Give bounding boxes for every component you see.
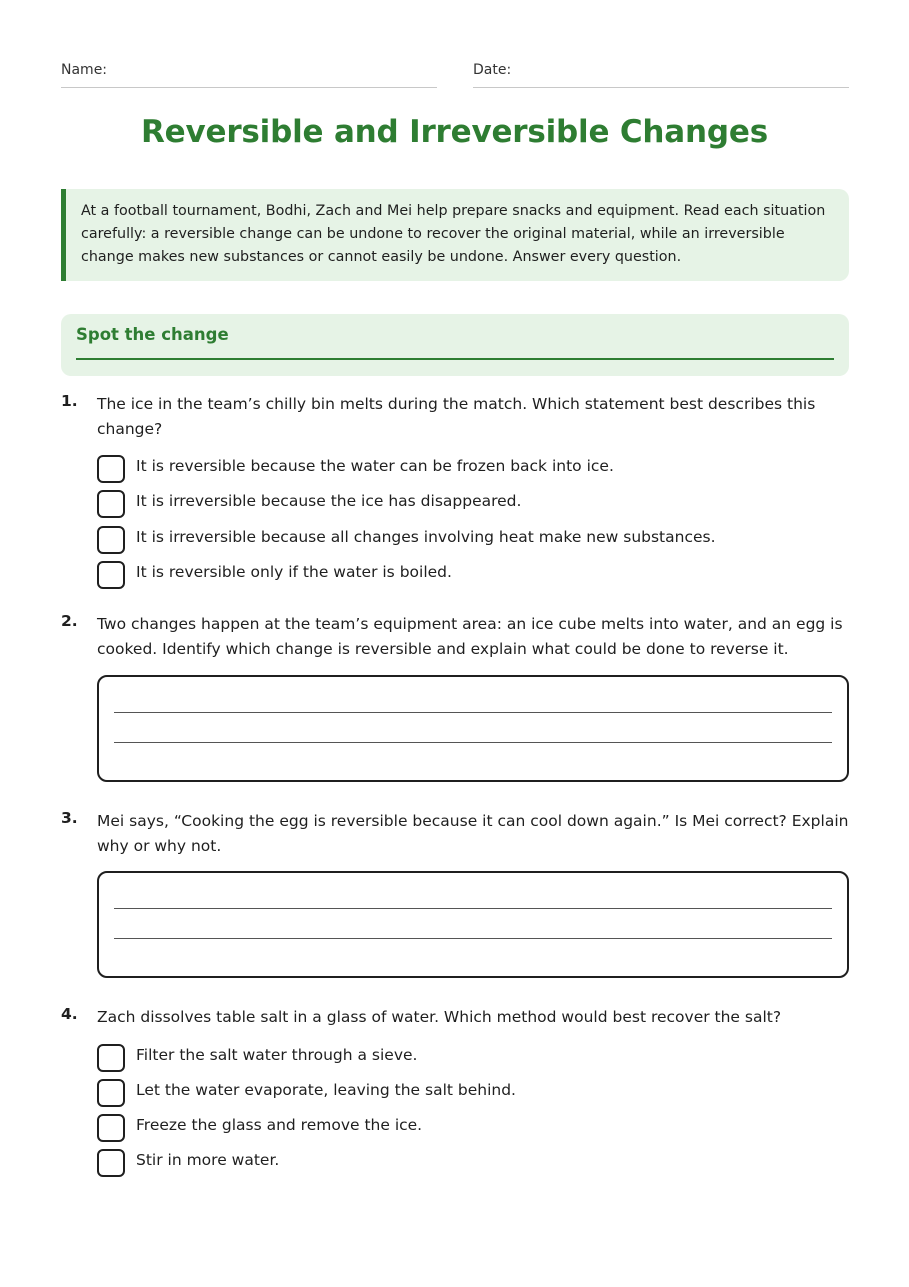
checkbox[interactable] [97,1044,125,1072]
option-label: Let the water evaporate, leaving the salt behind. [136,1081,516,1099]
date-label: Date: [473,62,512,78]
header-fields [61,60,849,88]
question-number: 3. [61,809,78,827]
question-4 [61,1005,849,1030]
checkbox[interactable] [97,1114,125,1142]
answer-line [114,938,832,939]
option-label: Filter the salt water through a sieve. [136,1046,418,1064]
option-label: It is reversible only if the water is boiled. [136,563,452,581]
option-label: Freeze the glass and remove the ice. [136,1116,423,1134]
question-text: The ice in the team’s chilly bin melts during the match. Which statement best describes this change? [97,395,816,438]
option-label: It is reversible because the water can be frozen back into ice. [136,457,614,475]
checkbox[interactable] [97,490,125,518]
intro-text: At a football tournament, Bodhi, Zach and Mei help prepare snacks and equipment. Read each situation carefully: a reversible change can be undone to recover the original material, while an irreversible change makes new substances or cannot easily be undone. Answer every question. [81,203,826,265]
question-text: Mei says, “Cooking the egg is reversible because it can cool down again.” Is Mei correct? Explain why or why not. [97,812,849,855]
name-label: Name: [61,62,108,78]
answer-line [114,742,832,743]
section-divider [76,358,834,360]
question-1 [61,392,849,442]
answer-box-2[interactable] [97,675,849,782]
question-3 [61,809,849,859]
question-2 [61,612,849,662]
checkbox[interactable] [97,455,125,483]
checkbox[interactable] [97,1149,125,1177]
question-number: 1. [61,392,78,410]
question-text: Zach dissolves table salt in a glass of water. Which method would best recover the salt? [97,1008,782,1026]
answer-box-3[interactable] [97,871,849,978]
name-field[interactable] [61,60,437,88]
page-title: Reversible and Irreversible Changes [141,114,768,150]
checkbox[interactable] [97,561,125,589]
section-title: Spot the change [76,325,229,344]
answer-line [114,908,832,909]
section-header [61,314,849,376]
checkbox[interactable] [97,526,125,554]
date-field[interactable] [473,60,849,88]
question-number: 4. [61,1005,78,1023]
intro-box [61,189,849,281]
checkbox[interactable] [97,1079,125,1107]
question-text: Two changes happen at the team’s equipment area: an ice cube melts into water, and an egg is cooked. Identify which change is reversible and explain what could be done to reverse it. [97,615,843,658]
option-label: Stir in more water. [136,1151,280,1169]
answer-line [114,712,832,713]
question-number: 2. [61,612,78,630]
option-label: It is irreversible because all changes involving heat make new substances. [136,528,716,546]
option-label: It is irreversible because the ice has disappeared. [136,492,522,510]
